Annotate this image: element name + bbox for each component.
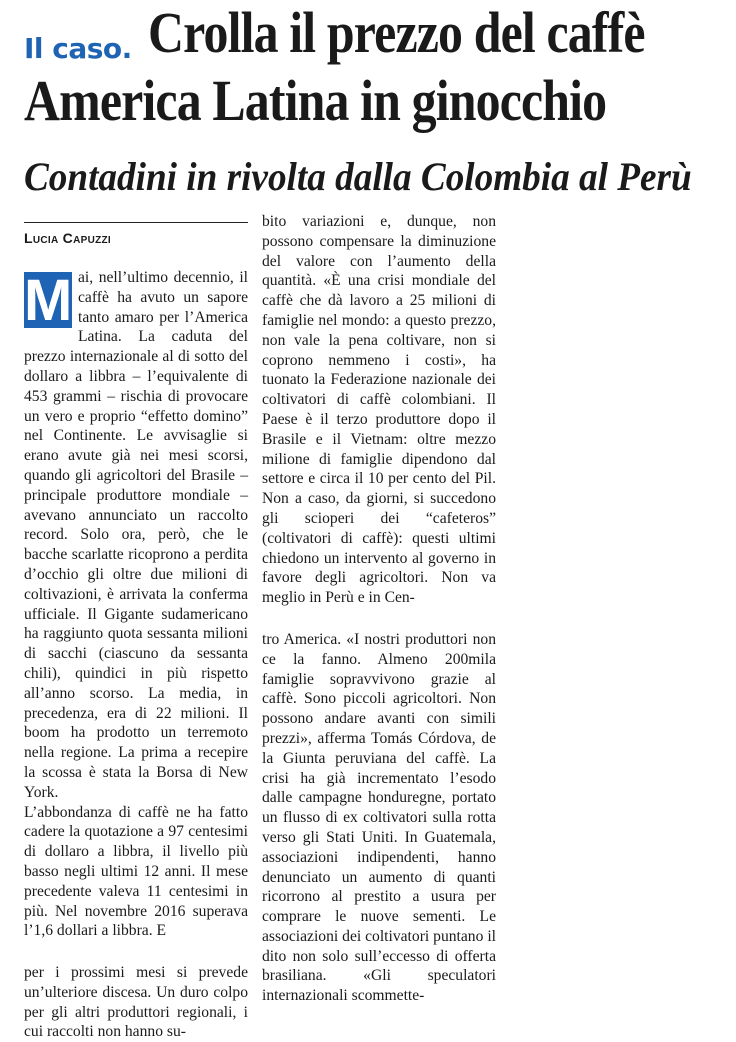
paragraph-3: per i prossimi mesi si prevede un’ulteriore discesa. Un duro colpo per gli altri produttori regionali, i cui raccolti non hanno su-: [24, 964, 248, 1041]
article-column-1: [24, 268, 248, 1042]
paragraph-1-text: ai, nell’ultimo decennio, il caffè ha avuto un sapore tanto amaro per l’America Latina. La caduta del prezzo internazionale al di sotto del dollaro a libbra – l’equivalente di 453 grammi – rischia di provocare un vero e proprio “effetto domino” nel Continente. Le avvisaglie si erano avute già nei mesi scorsi, quando gli agricoltori del Brasile – principale produttore mondiale – avevano annunciato un raccolto record. Solo ora, però, che le bacche scarlatte ricoprono a perdita d’occhio gli oltre due milioni di coltivazioni, è arrivata la conferma ufficiale. Il Gigante sudamericano ha raggiunto quota sessanta milioni di sacchi (ciascuno da sessanta chili), quindici in più rispetto all’anno scorso. La media, in precedenza, era di 22 milioni. Il boom ha prodotto un terremoto nella regione. La prima a recepire la scossa è stata la Borsa di New York.: [24, 269, 248, 801]
kicker-label: Il caso.: [24, 32, 132, 65]
article-column-2: [262, 212, 496, 1006]
paragraph-2: L’abbondanza di caffè ne ha fatto cadere la quotazione a 97 centesimi di dollaro a libbra, il livello più basso negli ultimi 12 anni. Il mese precedente valeva 11 centesimi in più. Nel novembre 2016 superava l’1,6 dollari a libbra. E: [24, 803, 248, 940]
column-break-gap: [262, 608, 496, 630]
drop-cap: M: [24, 268, 73, 333]
headline-line-2: America Latina in ginocchio: [24, 68, 607, 133]
headline-line-1: Crolla il prezzo del caffè: [148, 0, 645, 65]
paragraph-4: bito variazioni e, dunque, non possono compensare la diminuzione del valore con l’aumento della quantità. «È una crisi mondiale del caffè che dà lavoro a 25 milioni di famiglie nel mondo: a questo prezzo, non vale la pena coltivare, non si coprono nemmeno i costi», ha tuonato la Federazione nazionale dei coltivatori di caffè colombiani. Il Paese è il terzo produttore dopo il Brasile e il Vietnam: oltre mezzo milione di famiglie dipendono dal settore e circa il 10 per cento del Pil. Non a caso, da giorni, si succedono gli scioperi dei “cafeteros” (coltivatori di caffè): questi ultimi chiedono un intervento al governo in favore degli agricoltori. Non va meglio in Perù e in Cen-: [262, 213, 496, 607]
byline: Lucia Capuzzi: [24, 230, 112, 246]
column-break-gap: [24, 941, 248, 963]
paragraph-5: tro America. «I nostri produttori non ce la fanno. Almeno 200mila famiglie sopravvivono grazie al caffè. Sono piccoli agricoltori. Non possono andare avanti con simili prezzi», afferma Tomás Córdova, de la Giunta peruviana del caffè. La crisi ha già incrementato l’esodo dalle campagne honduregne, portato un flusso di ex coltivatori sulla rotta verso gli Stati Uniti. In Guatemala, associazioni indipendenti, hanno denunciato un aumento di quanti ricorrono al prestito a usura per comprare le nuove sementi. Le associazioni dei coltivatori puntano il dito non solo sull’eccesso di offerta brasiliana. «Gli speculatori internazionali scommette-: [262, 630, 496, 1005]
paragraph-1: [24, 268, 248, 803]
byline-rule: [24, 222, 248, 223]
subheadline: Contadini in rivolta dalla Colombia al Perù: [24, 154, 692, 199]
